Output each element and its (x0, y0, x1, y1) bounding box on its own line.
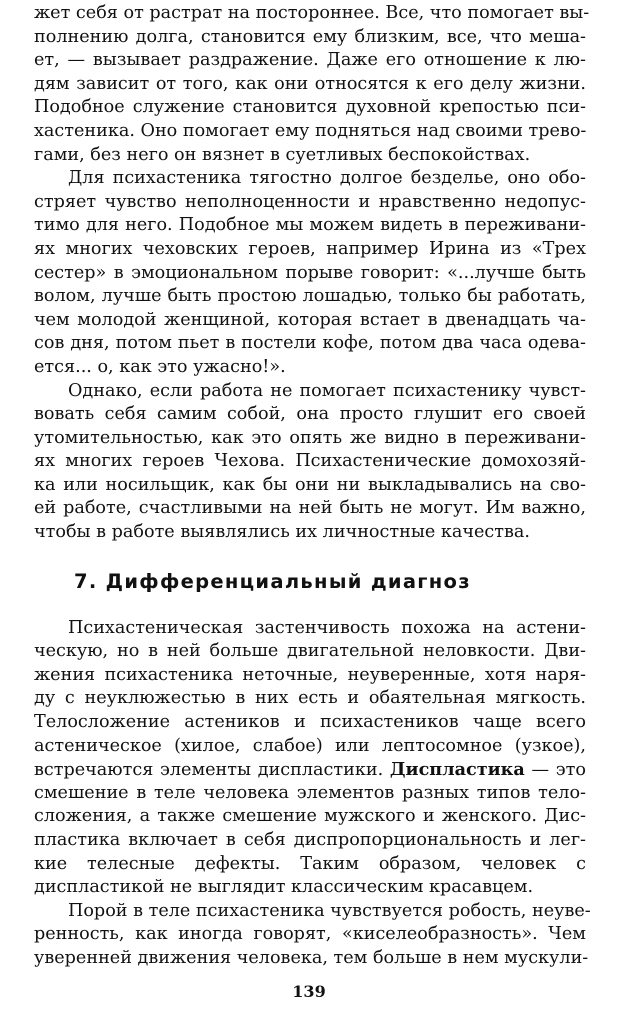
text-line: смешение в теле человека элементов разных типов тело- (34, 782, 586, 803)
paragraph-4 (34, 617, 586, 900)
text-line: пластика включает в себя диспропорциональность и лег- (34, 830, 586, 850)
text-line: уверенней движения человека, тем больше в нем мускули- (34, 947, 589, 968)
text-line: дям зависит от того, как они относятся к его делу жизни. (34, 73, 586, 94)
text-line: диспластикой не выглядит классическим красавцем. (34, 877, 534, 898)
section-heading: 7. Дифференциальный диагноз (74, 569, 471, 593)
text-line: сов дня, потом пьет в постели кофе, потом два часа одева- (34, 333, 586, 354)
text-line: ренность, как иногда говорят, «киселеобразность». Чем (34, 924, 586, 945)
text-line-with-term (34, 758, 586, 782)
text-line: Подобное служение становится духовной крепостью пси- (34, 97, 586, 118)
book-page (34, 2, 591, 971)
text-fragment: встречаются элементы диспластики. (34, 760, 390, 781)
text-line: Психастеническая застенчивость похожа на астени- (68, 617, 586, 638)
text-line: кие телесные дефекты. Таким образом, человек с (34, 853, 586, 874)
text-line: Телосложение астеников и психастеников чаще всего (34, 712, 586, 733)
text-line: жет себя от растрат на постороннее. Все, что помогает вы- (34, 3, 590, 23)
text-line: ду с неуклюжестью в них есть и обаятельная мягкость. (34, 688, 586, 709)
text-fragment: — это (524, 760, 586, 781)
text-line: полнению долга, становится ему близким, все, что меша- (34, 26, 586, 47)
paragraph-1 (34, 2, 590, 167)
text-line: ка или носильщик, как бы они ни выкладывались на сво- (34, 474, 586, 495)
paragraph-5 (34, 900, 591, 971)
text-line: вовать себя самим собой, она просто глушит его своей (34, 404, 586, 425)
text-line: Однако, если работа не помогает психастенику чувст- (68, 380, 586, 401)
text-line: ческую, но в ней больше двигательной неловкости. Дви- (34, 641, 586, 662)
text-line: сложения, а также смешение мужского и женского. Дис- (34, 806, 586, 827)
paragraph-2 (34, 167, 586, 379)
text-line: Порой в теле психастеника чувствуется робость, неуве- (68, 900, 591, 921)
text-line: волом, лучше быть простою лошадью, только бы работать, (34, 286, 586, 307)
text-line: сестер» в эмоциональном порыве говорит: «...лучше быть (34, 262, 586, 283)
paragraph-3 (34, 380, 586, 545)
text-line: ях многих героев Чехова. Психастенические домохозяй- (34, 451, 586, 472)
text-line: ях многих чеховских героев, например Ирина из «Трех (34, 238, 586, 259)
bold-term: Диспластика (389, 759, 525, 781)
text-line: гами, без него он вязнет в суетливых беспокойствах. (34, 144, 531, 165)
page-number: 139 (292, 982, 326, 1001)
text-line: ет, — вызывает раздражение. Даже его отношение к лю- (34, 50, 586, 71)
text-line: жения психастеника неточные, неуверенные, хотя наря- (34, 664, 586, 685)
text-line: Для психастеника тягостно долгое безделье, оно обо- (68, 168, 586, 189)
text-line: ется... о, как это ужасно!». (34, 356, 286, 377)
text-line: утомительностью, как это опять же видно в переживани- (34, 427, 586, 448)
text-line: чем молодой женщиной, которая встает в двенадцать ча- (34, 309, 586, 330)
text-line: ей работе, счастливыми на ней быть не могут. Им важно, (34, 498, 586, 519)
text-line: астеническое (хилое, слабое) или лептосомное (узкое), (34, 735, 586, 756)
text-line: чтобы в работе выявлялись их личностные качества. (34, 522, 530, 543)
text-line: стряет чувство неполноценности и нравственно недопус- (34, 191, 586, 212)
text-line: хастеника. Оно помогает ему подняться над своими трево- (34, 120, 587, 141)
text-line: тимо для него. Подобное мы можем видеть в переживани- (34, 215, 586, 236)
